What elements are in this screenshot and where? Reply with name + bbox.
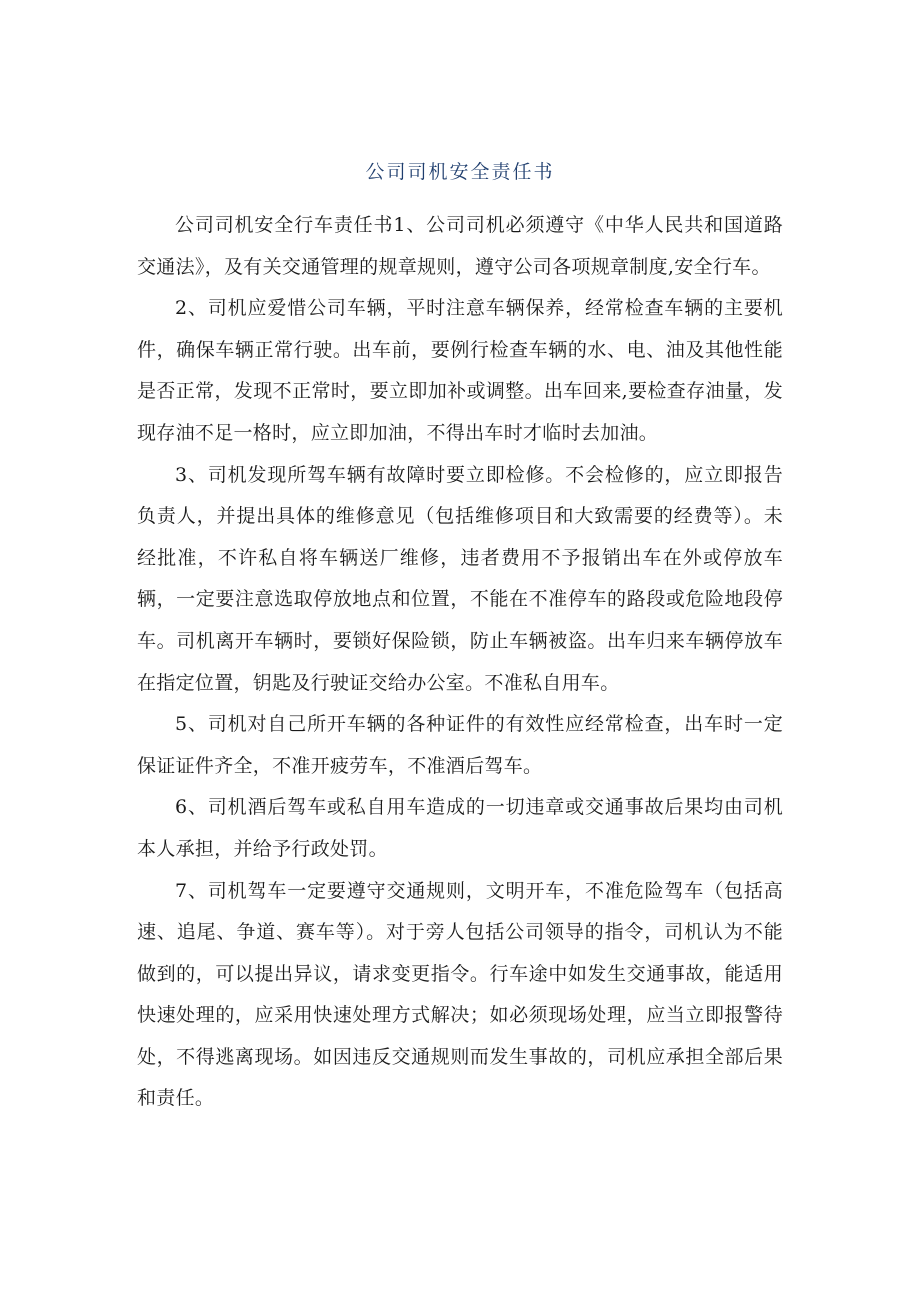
paragraph-6: 7、司机驾车一定要遵守交通规则，文明开车，不准危险驾车（包括高速、追尾、争道、赛车等）。对于旁人包括公司领导的指令，司机认为不能做到的，可以提出异议，请求变更指令。行车途中如发生交通事故，能适用快速处理的，应采用快速处理方式解决；如必须现场处理，应当立即报警待处，不得逃离现场。如因违反交通规则而发生事故的，司机应承担全部后果和责任。 [137,879,783,1110]
paragraph-4: 5、司机对自己所开车辆的各种证件的有效性应经常检查，出车时一定保证证件齐全，不准开疲劳车，不准酒后驾车。 [137,713,783,777]
paragraph-3: 3、司机发现所驾车辆有故障时要立即检修。不会检修的，应立即报告负责人，并提出具体的维修意见（包括维修项目和大致需要的经费等）。未经批准，不许私自将车辆送厂维修，违者费用不予报销出车在外或停放车辆，一定要注意选取停放地点和位置，不能在不准停车的路段或危险地段停车。司机离开车辆时，要锁好保险锁，防止车辆被盗。出车归来车辆停放车在指定位置，钥匙及行驶证交给办公室。不准私自用车。 [137,463,783,694]
paragraph-2: 2、司机应爱惜公司车辆，平时注意车辆保养，经常检查车辆的主要机件，确保车辆正常行驶。出车前，要例行检查车辆的水、电、油及其他性能是否正常，发现不正常时，要立即加补或调整。出车回来,要检查存油量，发现存油不足一格时，应立即加油，不得出车时才临时去加油。 [137,297,783,444]
paragraph-5: 6、司机酒后驾车或私自用车造成的一切违章或交通事故后果均由司机本人承担，并给予行政处罚。 [137,796,783,860]
document-body [137,205,783,1120]
paragraph-1: 公司司机安全行车责任书1、公司司机必须遵守《中华人民共和国道路交通法》，及有关交通管理的规章规则，遵守公司各项规章制度,安全行车。 [137,214,783,278]
document-title: 公司司机安全责任书 [365,161,555,183]
